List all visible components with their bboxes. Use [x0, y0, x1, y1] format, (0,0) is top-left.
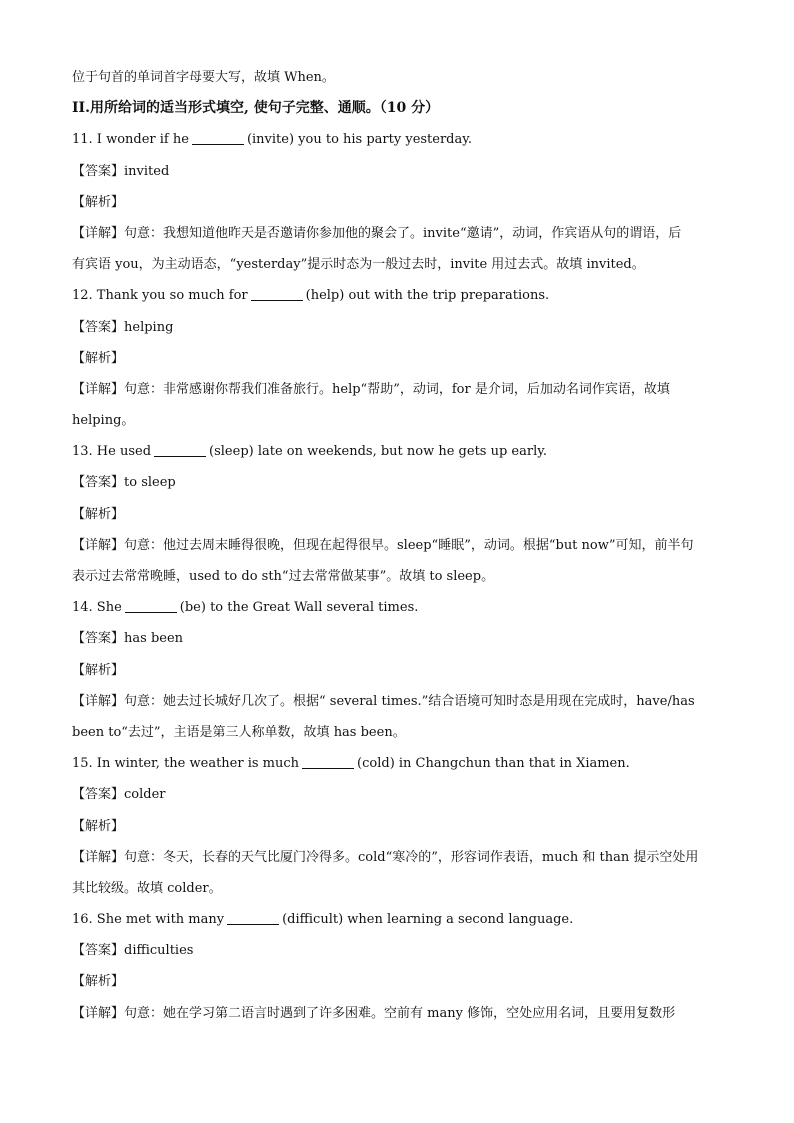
- answer-text: colder: [124, 787, 166, 803]
- analysis-line: [72, 499, 724, 530]
- analysis-label: 【解析】: [72, 506, 125, 522]
- analysis-line: [72, 811, 724, 842]
- analysis-line: [72, 966, 724, 997]
- question-text-after: (cold) in Changchun than that in Xiamen.: [357, 756, 630, 772]
- answer-line: [72, 935, 724, 966]
- detail-line: [72, 998, 724, 1029]
- answer-label: 【答案】: [72, 319, 125, 335]
- question-text-after: (be) to the Great Wall several times.: [179, 600, 419, 616]
- question-text-before: 14. She: [72, 600, 122, 616]
- detail-text: 句意：她在学习第二语言时遇到了许多困难。空前有 many 修饰，空处应用名词，且要用复数形: [124, 1005, 676, 1021]
- question-line: [72, 592, 724, 623]
- answer-line: [72, 779, 724, 810]
- detail-line: [72, 218, 724, 249]
- detail-line: [72, 249, 724, 280]
- analysis-label: 【解析】: [72, 818, 125, 834]
- detail-line: [72, 717, 724, 748]
- detail-label: 【详解】: [72, 849, 125, 865]
- analysis-label: 【解析】: [72, 194, 125, 210]
- detail-label: 【详解】: [72, 537, 125, 553]
- intro-line: 位于句首的单词首字母要大写，故填 When。: [72, 70, 335, 85]
- detail-text: 句意：我想知道他昨天是否邀请你参加他的聚会了。invite“邀请”，动词，作宾语从句的谓语，后: [124, 225, 682, 241]
- detail-text: 有宾语 you，为主动语态，“yesterday”提示时态为一般过去时，invite 用过去式。故填 invited。: [72, 257, 645, 273]
- question-text-before: 16. She met with many: [72, 912, 225, 928]
- answer-line: [72, 623, 724, 654]
- detail-text: 句意：冬天，长春的天气比厦门冷得多。cold“寒冷的”，形容词作表语，much 和 than 提示空处用: [124, 849, 699, 865]
- section-title: II.用所给词的适当形式填空, 使句子完整、通顺。（10 分）: [72, 100, 440, 117]
- answer-label: 【答案】: [72, 475, 125, 491]
- detail-label: 【详解】: [72, 225, 125, 241]
- question-text-before: 15. In winter, the weather is much: [72, 756, 300, 772]
- answer-text: to sleep: [124, 475, 176, 491]
- question-text-before: 11. I wonder if he: [72, 132, 189, 148]
- detail-text: 句意：他过去周末睡得很晚，但现在起得很早。sleep“睡眠”，动词。根据“but now”可知，前半句: [124, 537, 694, 553]
- detail-text: 其比较级。故填 colder。: [72, 880, 222, 896]
- detail-label: 【详解】: [72, 693, 125, 709]
- analysis-line: [72, 187, 724, 218]
- answer-blank: [125, 611, 177, 613]
- answer-text: has been: [124, 631, 184, 647]
- detail-line: [72, 873, 724, 904]
- detail-line: [72, 686, 724, 717]
- answer-line: [72, 467, 724, 498]
- answer-text: difficulties: [124, 943, 194, 959]
- question-line: [72, 436, 724, 467]
- analysis-label: 【解析】: [72, 350, 125, 366]
- answer-text: helping: [124, 319, 174, 335]
- question-text-after: (help) out with the trip preparations.: [305, 288, 550, 304]
- detail-line: [72, 374, 724, 405]
- detail-line: [72, 530, 724, 561]
- detail-text: 表示过去常常晚睡，used to do sth“过去常常做某事”。故填 to sleep。: [72, 569, 495, 584]
- detail-line: [72, 405, 724, 436]
- question-line: [72, 748, 724, 779]
- question-line: [72, 904, 724, 935]
- question-line: [72, 124, 724, 155]
- question-text-before: 13. He used: [72, 444, 152, 460]
- answer-blank: [227, 923, 279, 925]
- answer-label: 【答案】: [72, 787, 125, 803]
- detail-line: [72, 842, 724, 873]
- answer-text: invited: [124, 163, 170, 179]
- answer-label: 【答案】: [72, 163, 125, 179]
- answer-blank: [154, 455, 206, 457]
- answer-line: [72, 156, 724, 187]
- page-content: [72, 62, 724, 1029]
- answer-blank: [251, 299, 303, 301]
- detail-text: 句意：她去过长城好几次了。根据“ several times.”结合语境可知时态是用现在完成时，have/has: [124, 693, 695, 709]
- detail-text: helping。: [72, 413, 135, 429]
- answer-label: 【答案】: [72, 943, 125, 959]
- detail-text: been to“去过”，主语是第三人称单数，故填 has been。: [72, 724, 406, 740]
- answer-label: 【答案】: [72, 631, 125, 647]
- question-text-after: (sleep) late on weekends, but now he gets up early.: [209, 444, 547, 460]
- detail-label: 【详解】: [72, 1005, 125, 1021]
- detail-label: 【详解】: [72, 381, 125, 397]
- question-text-after: (invite) you to his party yesterday.: [246, 132, 473, 148]
- analysis-line: [72, 343, 724, 374]
- detail-text: 句意：非常感谢你帮我们准备旅行。help“帮助”，动词，for 是介词，后加动名词作宾语，故填: [124, 381, 670, 397]
- question-text-after: (difficult) when learning a second language.: [282, 912, 574, 928]
- answer-blank: [192, 143, 244, 145]
- analysis-label: 【解析】: [72, 662, 125, 678]
- answer-line: [72, 312, 724, 343]
- question-line: [72, 280, 724, 311]
- analysis-line: [72, 655, 724, 686]
- answer-blank: [302, 767, 354, 769]
- detail-line: [72, 561, 724, 592]
- analysis-label: 【解析】: [72, 974, 125, 990]
- question-text-before: 12. Thank you so much for: [72, 288, 248, 304]
